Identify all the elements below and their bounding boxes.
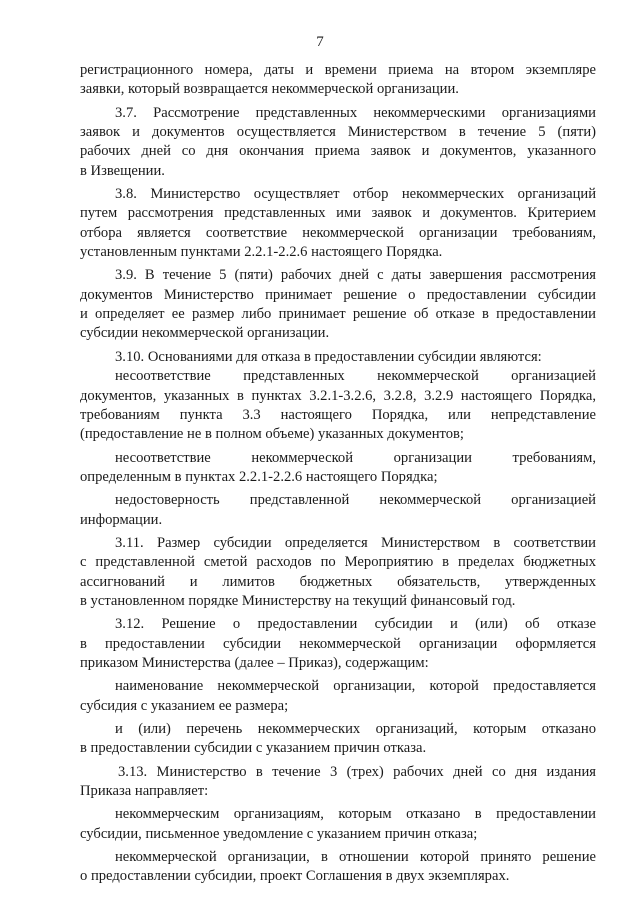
text-line: отбора является соответствие некоммерческой организации требованиям,	[80, 224, 596, 241]
text-line: в установленном порядке Министерству на текущий финансовый год.	[80, 592, 516, 609]
text-line: о предоставлении субсидии, проект Соглашения в двух экземплярах.	[80, 868, 510, 885]
text-line: субсидии, письменное уведомление с указанием причин отказа;	[80, 825, 478, 842]
text-line: и (или) перечень некоммерческих организаций, которым отказано	[115, 721, 596, 737]
text-line: 3.11. Размер субсидии определяется Министерством в соответствии	[115, 534, 596, 551]
text-line: заявки, который возвращается некоммерческой организации.	[80, 81, 459, 98]
text-line: путем рассмотрения представленных ими заявок и документов. Критерием	[80, 205, 596, 222]
text-line: 3.8. Министерство осуществляет отбор некоммерческих организаций	[115, 186, 596, 203]
text-line: недостоверность представленной некоммерческой организацией	[115, 492, 596, 509]
text-line: Приказа направляет:	[80, 783, 209, 800]
text-line: субсидия с указанием ее размера;	[80, 697, 289, 714]
text-line: ассигнований и лимитов бюджетных обязательств, утвержденных	[80, 573, 596, 590]
text-line: заявок и документов осуществляется Министерством в течение 5 (пяти)	[80, 124, 596, 141]
text-line: несоответствие некоммерческой организации требованиям,	[115, 449, 596, 466]
text-line: 3.7. Рассмотрение представленных некоммерческими организациями	[115, 104, 596, 121]
text-line: определенным в пунктах 2.2.1-2.2.6 настоящего Порядка;	[80, 468, 438, 485]
text-line: 3.9. В течение 5 (пяти) рабочих дней с даты завершения рассмотрения	[115, 267, 596, 284]
text-line: несоответствие представленных некоммерческой организацией	[115, 368, 596, 385]
text-line: 3.12. Решение о предоставлении субсидии и (или) об отказе	[115, 616, 596, 633]
text-line: в предоставлении субсидии с указанием причин отказа.	[80, 740, 427, 757]
text-line: требованиям пункта 3.3 настоящего Порядка, или непредставление	[80, 406, 596, 423]
text-line: 3.13. Министерство в течение 3 (трех) рабочих дней со дня издания	[118, 763, 596, 780]
text-line: информации.	[80, 511, 163, 528]
document-body	[80, 61, 596, 887]
text-line: рабочих дней со дня окончания приема заявок и документов, указанного	[80, 143, 596, 160]
text-line: в Извещении.	[80, 162, 165, 179]
text-line: субсидии некоммерческой организации.	[80, 325, 330, 342]
text-line: некоммерческой организации, в отношении которой принято решение	[115, 849, 596, 866]
text-line: регистрационного номера, даты и времени приема на втором экземпляре	[80, 62, 596, 78]
text-line: установленным пунктами 2.2.1-2.2.6 настоящего Порядка.	[80, 244, 443, 261]
text-line: документов, указанных в пунктах 3.2.1-3.2.6, 3.2.8, 3.2.9 настоящего Порядка,	[80, 387, 596, 404]
text-line: документов Министерство принимает решение о предоставлении субсидии	[80, 286, 596, 303]
text-line: некоммерческим организациям, которым отказано в предоставлении	[115, 806, 596, 823]
page-number: 7	[316, 34, 324, 50]
text-line: с представленной сметой расходов по Мероприятию в пределах бюджетных	[80, 554, 596, 571]
text-line: наименование некоммерческой организации, которой предоставляется	[115, 678, 596, 695]
text-line: приказом Министерства (далее – Приказ), содержащим:	[80, 654, 429, 671]
text-line: в предоставлении субсидии некоммерческой организации оформляется	[80, 635, 596, 652]
text-line: и определяет ее размер либо принимает решение об отказе в предоставлении	[80, 306, 596, 323]
text-line: (предоставление не в полном объеме) указанных документов;	[80, 426, 464, 443]
text-line: 3.10. Основаниями для отказа в предоставлении субсидии являются:	[115, 348, 542, 365]
